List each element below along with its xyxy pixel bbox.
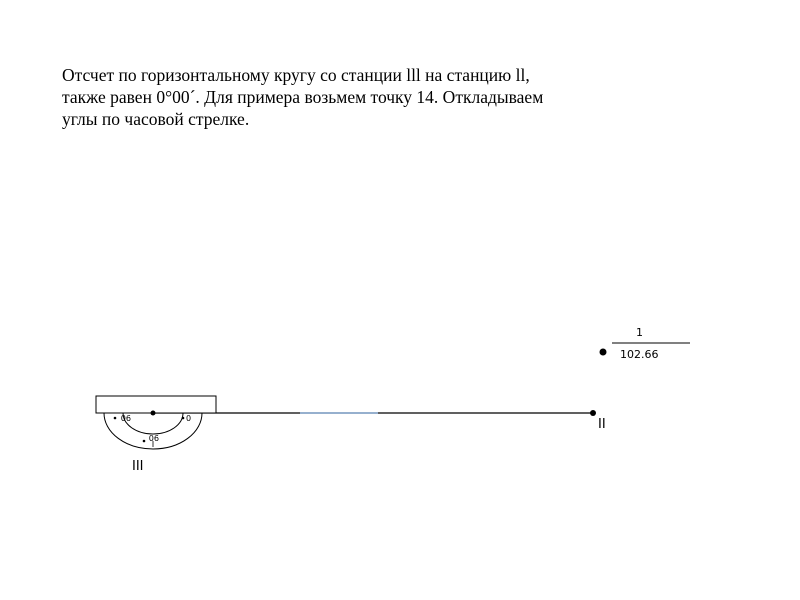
protractor-label-right: 0 (186, 414, 192, 423)
protractor-inner-arc (120, 413, 183, 434)
point-value: 102.66 (620, 348, 659, 361)
protractor-tick-bottom (143, 440, 146, 443)
protractor-label-left: 90 (120, 413, 131, 422)
station-iii-label: III (132, 459, 144, 474)
protractor-label-bottom: 90 (148, 433, 159, 442)
station-ii-label: II (598, 417, 606, 432)
protractor-bar (96, 396, 216, 413)
text-line-1: Отсчет по горизонтальному кругу со станции lll на станцию ll, (62, 65, 530, 85)
protractor-tick-right (182, 417, 185, 420)
text-line-3: углы по часовой стрелке. (62, 109, 250, 129)
station-ii-point (590, 410, 596, 416)
station-iii-point (151, 411, 156, 416)
point-number: 1 (636, 326, 643, 339)
protractor-tick-left (114, 417, 117, 420)
text-line-2: также равен 0°00´. Для примера возьмем точку 14. Откладываем (62, 87, 544, 107)
point-1-marker (600, 349, 607, 356)
